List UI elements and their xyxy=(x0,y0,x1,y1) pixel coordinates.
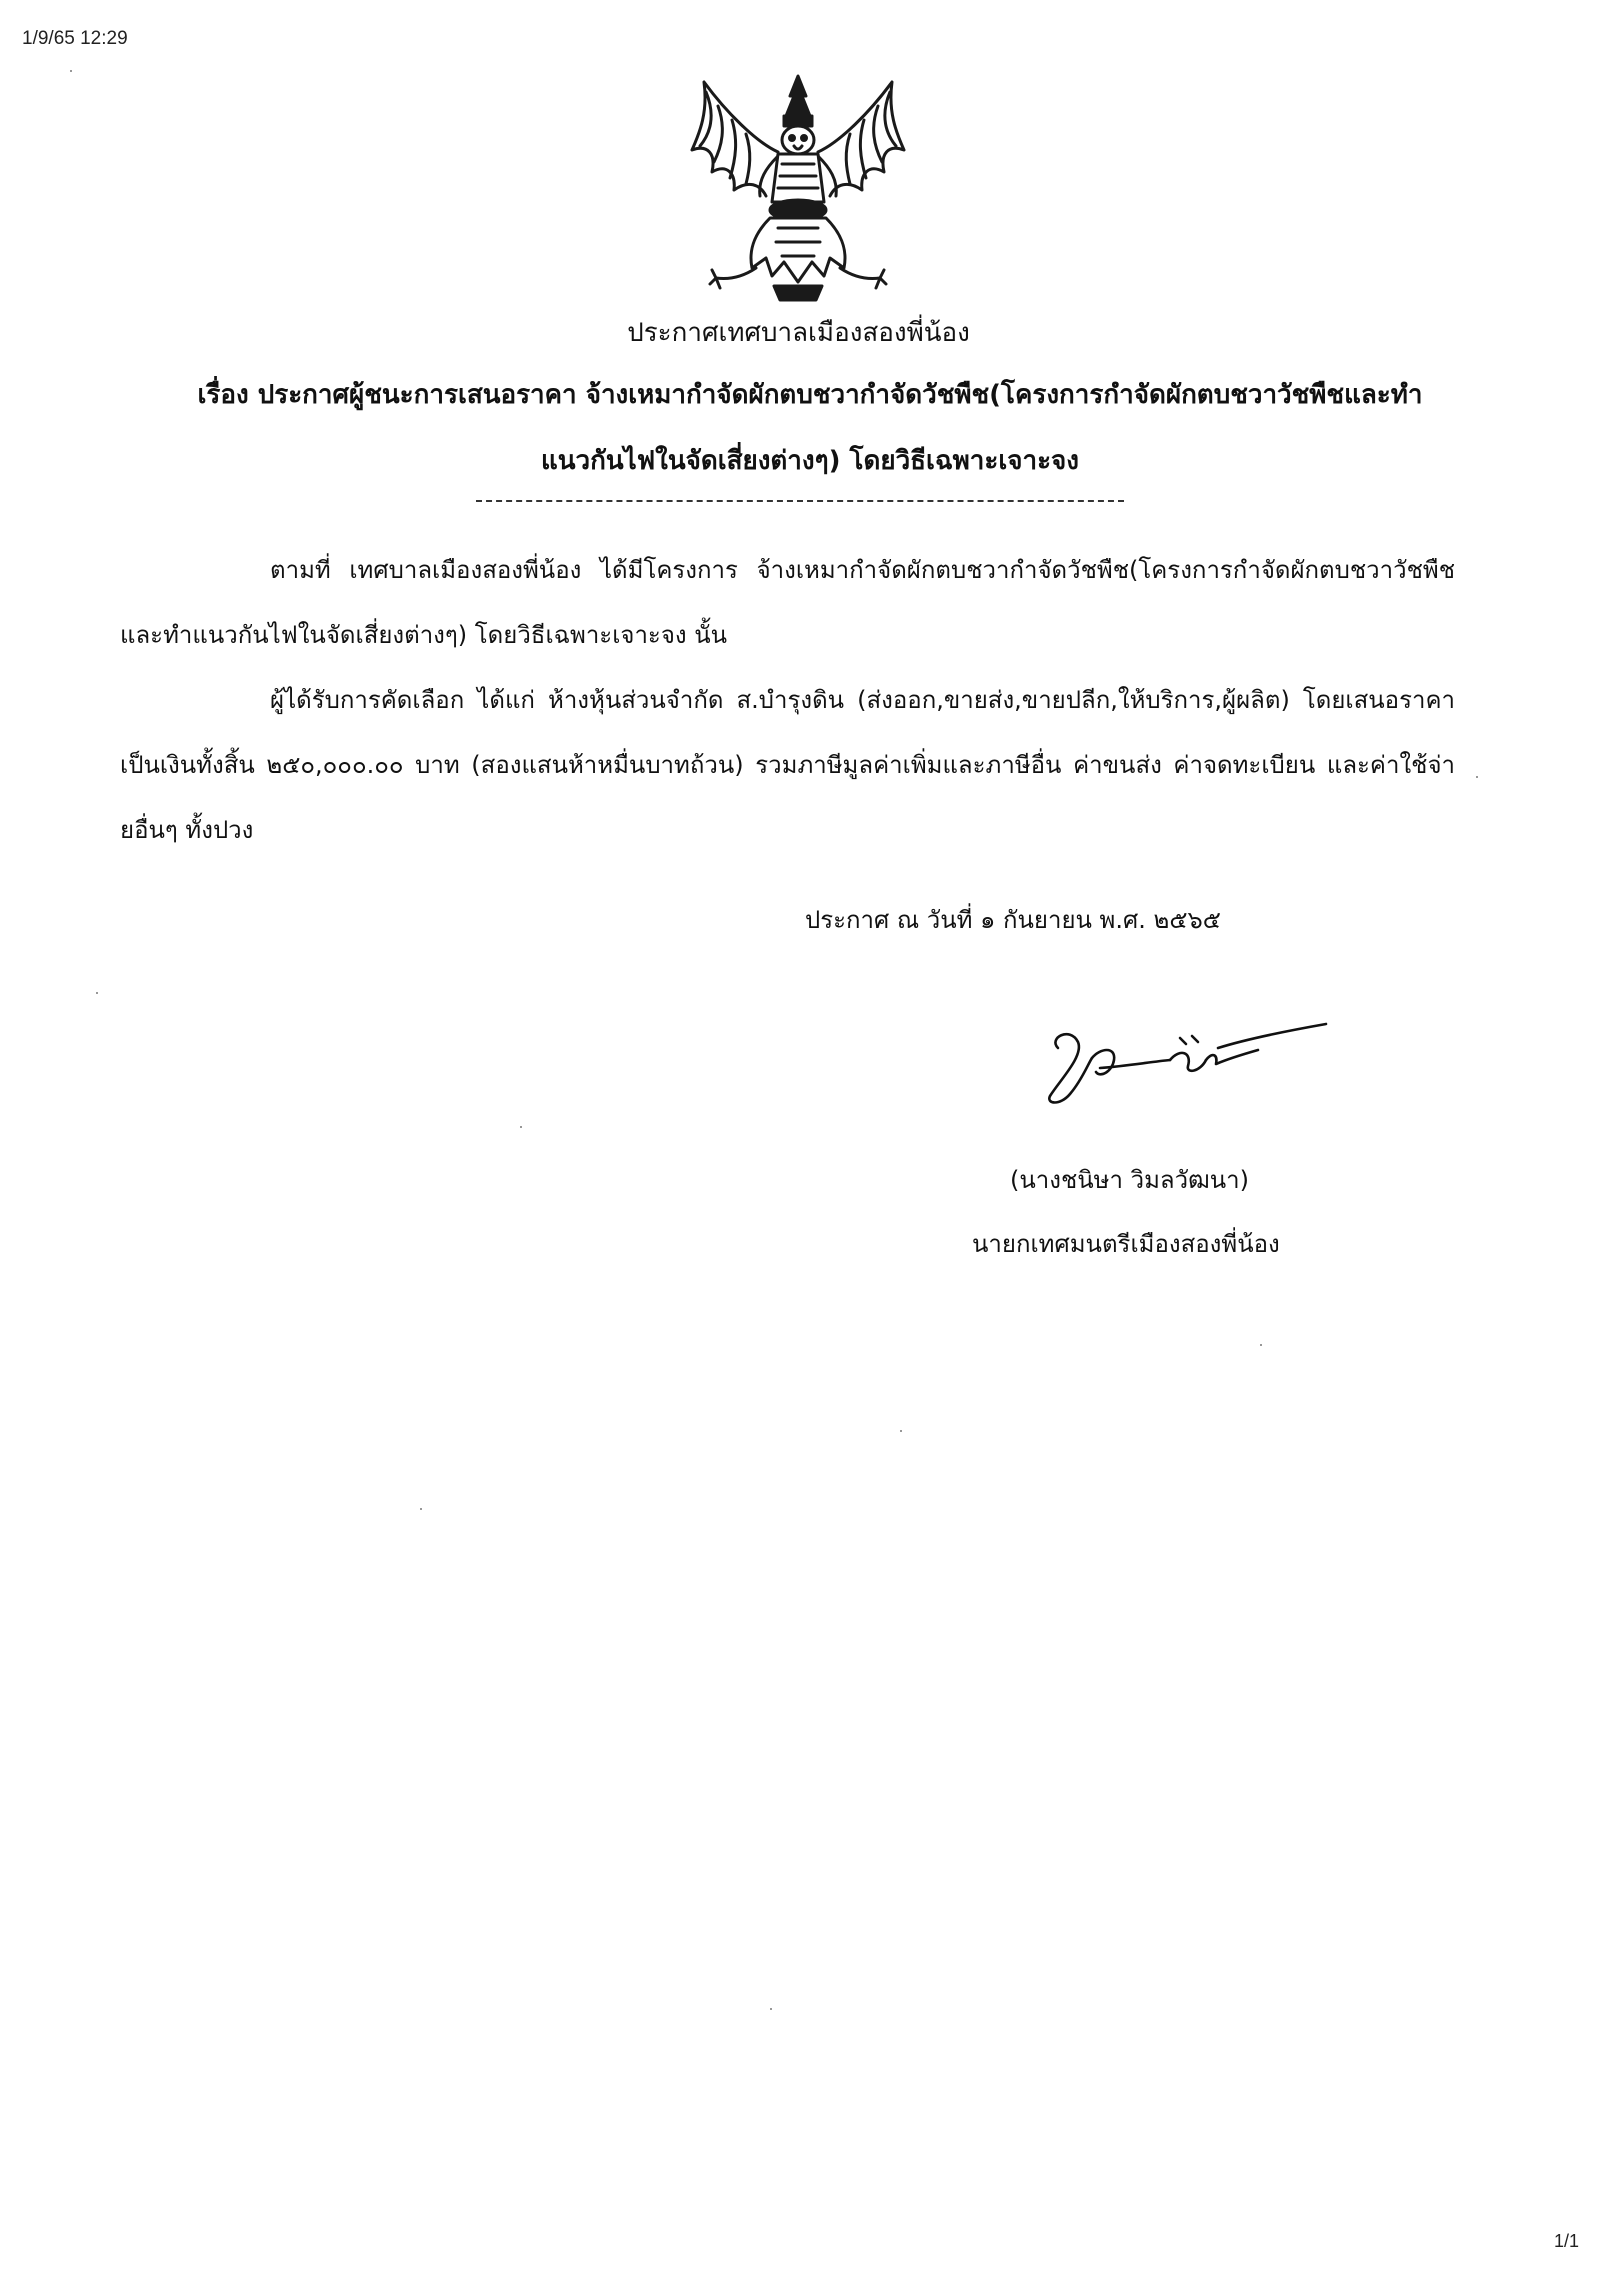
print-timestamp: 1/9/65 12:29 xyxy=(22,28,128,49)
organization-title: ประกาศเทศบาลเมืองสองพี่น้อง xyxy=(627,318,970,348)
scan-speck xyxy=(70,70,72,72)
page-count: 1/1 xyxy=(1553,2231,1579,2251)
body-paragraph-1: ตามที่ เทศบาลเมืองสองพี่น้อง ได้มีโครงการ จ้างเหมากำจัดผักตบชวากำจัดวัชพืช(โครงการกำจัดผักตบชวาวัชพืชและทำแนวกันไฟในจัดเสี่ยงต่างๆ) โดยวิธีเฉพาะเจาะจง นั้น xyxy=(120,556,1455,649)
scan-speck xyxy=(770,2008,772,2010)
signer-name: (นางชนิษา วิมลวัฒนา) xyxy=(1010,1166,1249,1194)
subject-line-2: แนวกันไฟในจัดเสี่ยงต่างๆ) โดยวิธีเฉพาะเจาะจง xyxy=(541,446,1079,476)
scan-speck xyxy=(96,992,98,994)
garuda-emblem-icon xyxy=(686,72,910,304)
signer-position: นายกเทศมนตรีเมืองสองพี่น้อง xyxy=(972,1230,1280,1258)
scan-speck xyxy=(1476,776,1478,778)
scan-speck xyxy=(900,1430,902,1432)
body-paragraph-2: ผู้ได้รับการคัดเลือก ได้แก่ ห้างหุ้นส่วนจำกัด ส.บำรุงดิน (ส่งออก,ขายส่ง,ขายปลีก,ให้บริการ,ผู้ผลิต) โดยเสนอราคา เป็นเงินทั้งสิ้น ๒๕๐,๐๐๐.๐๐ บาท (สองแสนห้าหมื่นบาทถ้วน) รวมภาษีมูลค่าเพิ่มและภาษีอื่น ค่าขนส่ง ค่าจดทะเบียน และค่าใช้จ่ายอื่นๆ ทั้งปวง xyxy=(120,686,1455,844)
scan-speck xyxy=(520,1126,522,1128)
subject-line-1: เรื่อง ประกาศผู้ชนะการเสนอราคา จ้างเหมากำจัดผักตบชวากำจัดวัชพืช(โครงการกำจัดผักตบชวาวัชพืชและทำ xyxy=(197,380,1423,410)
scan-speck xyxy=(420,1508,422,1510)
handwritten-signature-icon xyxy=(1030,1008,1330,1118)
scan-speck xyxy=(1260,1344,1262,1346)
announcement-subject xyxy=(110,362,1510,494)
header-divider xyxy=(476,500,1124,502)
announcement-date: ประกาศ ณ วันที่ ๑ กันยายน พ.ศ. ๒๕๖๕ xyxy=(805,906,1221,934)
